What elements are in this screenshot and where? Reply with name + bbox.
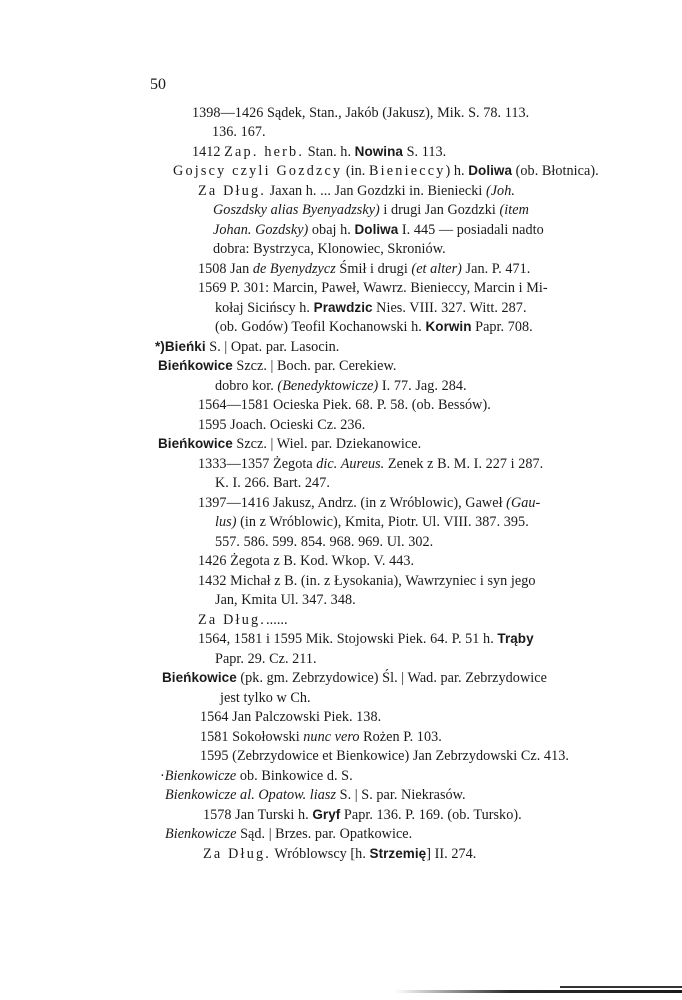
italic-term: nunc vero	[303, 729, 360, 745]
text-line	[198, 279, 548, 297]
bold-term: Strzemię	[369, 846, 427, 861]
text-segment: K. I. 266. Bart. 247.	[215, 475, 330, 491]
text-line	[215, 513, 529, 531]
text-segment: 1564 Jan Palczowski Piek. 138.	[200, 709, 382, 725]
spaced-term: Gojscy czyli Gozdzcy	[173, 163, 343, 179]
bold-term: Nowina	[354, 144, 403, 159]
italic-term: Johan. Gozdsky)	[213, 222, 309, 238]
text-segment: Papr. 708.	[471, 319, 533, 335]
text-segment: jest tylko w Ch.	[220, 690, 311, 706]
italic-term: (Gau-	[506, 495, 541, 511]
text-line	[220, 689, 311, 707]
text-segment: Papr. 136. P. 169. (ob. Tursko).	[340, 807, 522, 823]
italic-term: (Benedyktowicze)	[277, 378, 379, 394]
bold-term: Doliwa	[468, 163, 513, 178]
text-line	[215, 650, 317, 668]
text-segment: 1564, 1581 i 1595 Mik. Stojowski Piek. 64. P. 51 h.	[198, 631, 498, 647]
text-segment: Szcz. | Boch. par. Cerekiew.	[232, 358, 397, 374]
text-segment: obaj h.	[308, 222, 355, 238]
text-segment: S. | S. par. Niekrasów.	[336, 787, 466, 803]
text-line	[198, 494, 540, 512]
text-line	[158, 357, 397, 375]
text-line	[198, 416, 365, 434]
bold-term: Prawdzic	[313, 300, 373, 315]
italic-term: Bienkowicze	[165, 826, 237, 842]
italic-term: de Byenydzycz	[252, 261, 336, 277]
text-segment: (ob. Godów) Teofil Kochanowski h.	[215, 319, 426, 335]
text-line	[198, 630, 534, 648]
italic-term: Bienkowicze al. Opatow. liasz	[165, 787, 337, 803]
text-segment: Wróblowscy [h.	[271, 846, 370, 862]
text-line	[215, 377, 467, 395]
text-segment: 1578 Jan Turski h.	[203, 807, 313, 823]
text-line	[215, 299, 527, 317]
spaced-term: Bienieccy	[368, 163, 446, 179]
text-line	[200, 708, 381, 726]
scan-edge-mark	[395, 990, 682, 993]
text-segment: ] II. 274.	[426, 846, 477, 862]
bold-term: Doliwa	[354, 222, 399, 237]
spaced-term: Zap. herb.	[224, 144, 305, 160]
text-segment: S. | Opat. par. Lasocin.	[205, 339, 340, 355]
text-segment: (in z Wróblowic), Kmita, Piotr. Ul. VIII. 387. 395.	[236, 514, 529, 530]
text-line	[213, 240, 446, 258]
text-line	[215, 533, 433, 551]
italic-term: Goszdsky alias Byenyadzsky)	[213, 202, 380, 218]
text-segment: 1397—1416 Jakusz, Andrz. (in z Wróblowic), Gaweł	[198, 495, 507, 511]
text-line	[162, 669, 547, 687]
text-segment: dobra: Bystrzyca, Klonowiec, Skroniów.	[213, 241, 446, 257]
text-segment: 1569 P. 301: Marcin, Paweł, Wawrz. Bienieccy, Marcin i Mi-	[198, 280, 548, 296]
text-segment: 1595 Joach. Ocieski Cz. 236.	[198, 417, 366, 433]
text-line	[213, 201, 529, 219]
text-line	[203, 845, 476, 863]
text-segment: ·	[160, 768, 165, 784]
text-line	[200, 747, 569, 765]
text-segment: 1508 Jan	[198, 261, 253, 277]
text-line	[173, 162, 599, 180]
text-segment: 557. 586. 599. 854. 968. 969. Ul. 302.	[215, 534, 434, 550]
text-line	[165, 786, 466, 804]
text-line	[215, 474, 330, 492]
text-segment: 1426 Żegota z B. Kod. Wkop. V. 443.	[198, 553, 415, 569]
text-line	[213, 221, 544, 239]
text-line	[198, 396, 491, 414]
bold-term: Bieńkowice	[158, 436, 233, 451]
italic-term: (et alter)	[411, 261, 462, 277]
text-segment: I. 77. Jag. 284.	[378, 378, 467, 394]
text-segment: Stan. h.	[304, 144, 355, 160]
text-line	[192, 104, 529, 122]
italic-term: Bienkowicze	[164, 768, 237, 784]
text-segment: Jan, Kmita Ul. 347. 348.	[215, 592, 356, 608]
italic-term: (item	[499, 202, 529, 218]
text-line	[198, 611, 288, 629]
text-segment: Szcz. | Wiel. par. Dziekanowice.	[232, 436, 422, 452]
text-line	[212, 123, 266, 141]
text-line	[215, 318, 533, 336]
text-segment: ......	[266, 612, 288, 628]
bold-term: Bieńkowice	[158, 358, 233, 373]
scan-edge-mark	[560, 986, 682, 988]
text-segment: Zenek z B. M. I. 227 i 287.	[384, 456, 544, 472]
text-segment: dobro kor.	[215, 378, 278, 394]
text-segment: Śmił i drugi	[335, 261, 412, 277]
bold-term: Korwin	[425, 319, 472, 334]
text-segment: (pk. gm. Zebrzydowice) Śl. | Wad. par. Zebrzydowice	[236, 670, 547, 686]
text-segment: Jan. P. 471.	[461, 261, 531, 277]
page-number: 50	[150, 76, 166, 93]
text-segment: 1581 Sokołowski	[200, 729, 304, 745]
text-segment: 1333—1357 Żegota	[198, 456, 317, 472]
text-segment: ob. Binkowice d. S.	[236, 768, 353, 784]
spaced-term: Za Dług.	[203, 846, 272, 862]
text-segment: 1432 Michał z B. (in. z Łysokania), Wawrzyniec i syn jego	[198, 573, 536, 589]
text-segment: 1564—1581 Ocieska Piek. 68. P. 58. (ob. Bessów).	[198, 397, 491, 413]
text-segment: S. 113.	[402, 144, 447, 160]
text-line	[200, 728, 442, 746]
text-segment: Sąd. | Brzes. par. Opatkowice.	[236, 826, 413, 842]
italic-term: (Joh.	[485, 183, 515, 199]
text-segment: (ob. Błotnica).	[512, 163, 599, 179]
text-line	[192, 143, 446, 161]
text-line	[198, 182, 515, 200]
spaced-term: Za Dług.	[198, 183, 267, 199]
text-segment: 1595 (Zebrzydowice et Bienkowice) Jan Zebrzydowski Cz. 413.	[200, 748, 569, 764]
italic-term: dic. Aureus.	[316, 456, 385, 472]
text-segment: I. 445 — posiadali nadto	[398, 222, 544, 238]
spaced-term: Za Dług.	[198, 612, 267, 628]
bold-term: Bieńkowice	[162, 670, 237, 685]
text-line	[165, 825, 412, 843]
text-line	[198, 455, 543, 473]
text-segment: (in.	[342, 163, 369, 179]
text-line	[198, 572, 536, 590]
text-segment: Papr. 29. Cz. 211.	[215, 651, 317, 667]
text-line	[198, 552, 414, 570]
text-segment: i drugi Jan Gozdzki	[379, 202, 500, 218]
italic-term: lus)	[215, 514, 237, 530]
bold-term: Gryf	[312, 807, 341, 822]
text-segment: Rożen P. 103.	[359, 729, 442, 745]
text-line	[155, 338, 339, 356]
text-line	[203, 806, 522, 824]
text-segment: 1398—1426 Sądek, Stan., Jakób (Jakusz), Mik. S. 78. 113.	[192, 105, 530, 121]
text-line	[215, 591, 356, 609]
text-segment: Nies. VIII. 327. Witt. 287.	[372, 300, 527, 316]
text-segment: ) h.	[445, 163, 469, 179]
text-line	[160, 767, 353, 785]
text-segment: Jaxan h. ... Jan Gozdzki in. Bieniecki	[266, 183, 486, 199]
text-line	[198, 260, 530, 278]
text-segment: 136. 167.	[212, 124, 266, 140]
bold-term: Trąby	[497, 631, 534, 646]
bold-term: *)Bieńki	[155, 339, 206, 354]
text-segment: kołaj Sicińscy h.	[215, 300, 314, 316]
text-segment: 1412	[192, 144, 225, 160]
text-line	[158, 435, 421, 453]
